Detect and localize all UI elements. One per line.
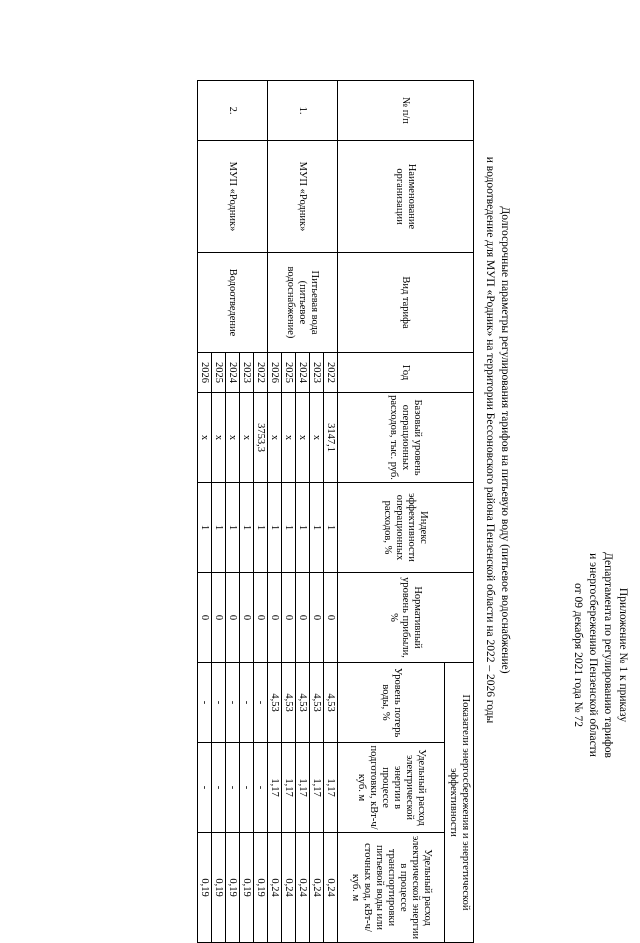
col-header-prep: Удельный расход электрической энергии в процессе подготовки, кВт-ч/куб. м (338, 743, 445, 833)
cell-prep: 1,17 (268, 743, 282, 833)
cell-transport: 0,19 (226, 833, 240, 943)
title-line-1: Долгосрочные параметры регулирования тарифов на питьевую воду (питьевое водоснабжение) (499, 206, 511, 674)
cell-transport: 0,19 (212, 833, 226, 943)
cell-loss: 4,53 (268, 663, 282, 743)
cell-index: 1 (198, 483, 212, 573)
row-tariff: Водоотведение (198, 253, 268, 353)
cell-loss: - (226, 663, 240, 743)
cell-profit: 0 (310, 573, 324, 663)
cell-base: х (212, 393, 226, 483)
cell-loss: 4,53 (324, 663, 338, 743)
col-header-tariff: Вид тарифа (338, 253, 474, 353)
row-tariff: Питьевая вода (питьевое водоснабжение) (268, 253, 338, 353)
appendix-line-4: от 09 декабря 2021 года № 72 (572, 582, 584, 727)
row-org: МУП «Родник» (198, 141, 268, 253)
cell-index: 1 (296, 483, 310, 573)
cell-year: 2026 (198, 353, 212, 393)
cell-profit: 0 (254, 573, 268, 663)
title-line-2: и водоотведение для МУП «Родник» на территории Бессоновского района Пензенской области на 2022 – 2026 годы (484, 156, 496, 724)
row-num: 1. (268, 81, 338, 141)
col-header-loss: Уровень потерь воды, % (338, 663, 445, 743)
cell-year: 2024 (226, 353, 240, 393)
cell-base: х (310, 393, 324, 483)
cell-index: 1 (268, 483, 282, 573)
cell-year: 2025 (212, 353, 226, 393)
tariff-parameters-table (197, 80, 474, 943)
row-num: 2. (198, 81, 268, 141)
cell-loss: 4,53 (282, 663, 296, 743)
cell-prep: - (226, 743, 240, 833)
cell-transport: 0,24 (282, 833, 296, 943)
cell-year: 2022 (254, 353, 268, 393)
cell-profit: 0 (226, 573, 240, 663)
appendix-line-2: Департамента по регулированию тарифов (602, 552, 614, 758)
cell-base: х (240, 393, 254, 483)
cell-transport: 0,24 (296, 833, 310, 943)
cell-prep: - (212, 743, 226, 833)
cell-index: 1 (310, 483, 324, 573)
cell-year: 2023 (240, 353, 254, 393)
cell-transport: 0,24 (268, 833, 282, 943)
cell-profit: 0 (268, 573, 282, 663)
cell-year: 2022 (324, 353, 338, 393)
cell-profit: 0 (198, 573, 212, 663)
header-row-1 (445, 81, 474, 943)
cell-prep: - (254, 743, 268, 833)
table-row (254, 81, 268, 943)
cell-profit: 0 (240, 573, 254, 663)
table-row (324, 81, 338, 943)
cell-base: х (226, 393, 240, 483)
cell-year: 2024 (296, 353, 310, 393)
cell-index: 1 (212, 483, 226, 573)
appendix-line-1: Приложение № 1 к приказу (617, 587, 629, 723)
cell-loss: - (198, 663, 212, 743)
col-header-year: Год (338, 353, 474, 393)
cell-profit: 0 (324, 573, 338, 663)
cell-base: 3147,1 (324, 393, 338, 483)
cell-index: 1 (240, 483, 254, 573)
cell-base: 3753,3 (254, 393, 268, 483)
appendix-line-3: и энергосбережению Пензенской области (587, 553, 599, 757)
cell-year: 2026 (268, 353, 282, 393)
col-header-profit: Нормативный уровень прибыли, % (338, 573, 474, 663)
col-header-index: Индекс эффективности операционных расходов, % (338, 483, 474, 573)
document-title (482, 120, 512, 760)
row-org: МУП «Родник» (268, 141, 338, 253)
cell-base: х (296, 393, 310, 483)
cell-year: 2025 (282, 353, 296, 393)
cell-transport: 0,19 (198, 833, 212, 943)
cell-loss: - (212, 663, 226, 743)
cell-transport: 0,24 (310, 833, 324, 943)
cell-loss: - (254, 663, 268, 743)
cell-prep: 1,17 (324, 743, 338, 833)
col-header-transport: Удельный расход электрической энергии в процессе транспортировки питьевой воды или сточных вод, кВт-ч/куб. м (338, 833, 445, 943)
col-header-energy-group: Показатели энергосбережения и энергетической эффективности (445, 663, 474, 943)
col-header-num: № п/п (338, 81, 474, 141)
cell-base: х (198, 393, 212, 483)
cell-base: х (268, 393, 282, 483)
cell-prep: 1,17 (296, 743, 310, 833)
appendix-header (570, 475, 630, 835)
cell-prep: - (198, 743, 212, 833)
col-header-org: Наименование организации (338, 141, 474, 253)
cell-loss: 4,53 (296, 663, 310, 743)
cell-prep: 1,17 (282, 743, 296, 833)
cell-prep: 1,17 (310, 743, 324, 833)
cell-prep: - (240, 743, 254, 833)
cell-transport: 0,24 (324, 833, 338, 943)
cell-profit: 0 (296, 573, 310, 663)
cell-base: х (282, 393, 296, 483)
cell-loss: 4,53 (310, 663, 324, 743)
cell-index: 1 (282, 483, 296, 573)
cell-transport: 0,19 (240, 833, 254, 943)
cell-year: 2023 (310, 353, 324, 393)
cell-profit: 0 (212, 573, 226, 663)
cell-profit: 0 (282, 573, 296, 663)
cell-index: 1 (226, 483, 240, 573)
cell-loss: - (240, 663, 254, 743)
cell-transport: 0,19 (254, 833, 268, 943)
cell-index: 1 (324, 483, 338, 573)
col-header-base: Базовый уровень операционных расходов, тыс. руб. (338, 393, 474, 483)
cell-index: 1 (254, 483, 268, 573)
